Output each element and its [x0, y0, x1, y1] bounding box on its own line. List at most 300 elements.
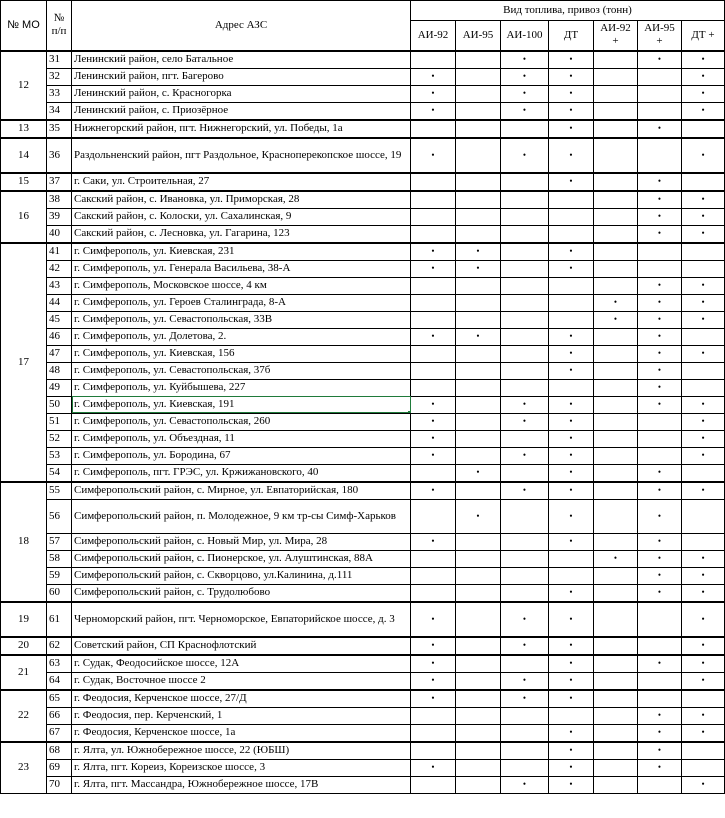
row-number-cell[interactable]: 34	[47, 102, 72, 120]
fuel-cell[interactable]	[638, 413, 682, 430]
address-cell[interactable]: г. Симферополь, ул. Севастопольская, 260	[72, 413, 411, 430]
fuel-cell[interactable]	[682, 724, 725, 742]
mo-cell[interactable]: 20	[1, 637, 47, 655]
fuel-cell[interactable]	[411, 208, 456, 225]
fuel-cell[interactable]	[549, 707, 594, 724]
fuel-cell[interactable]	[411, 68, 456, 85]
fuel-cell[interactable]	[501, 759, 549, 776]
fuel-cell[interactable]	[549, 260, 594, 277]
fuel-cell[interactable]	[594, 724, 638, 742]
fuel-cell[interactable]	[682, 707, 725, 724]
address-cell[interactable]: Ленинский район, с. Красногорка	[72, 85, 411, 102]
fuel-cell[interactable]	[501, 208, 549, 225]
fuel-cell[interactable]	[549, 345, 594, 362]
fuel-cell[interactable]	[549, 225, 594, 243]
fuel-cell[interactable]	[594, 260, 638, 277]
fuel-cell[interactable]	[638, 173, 682, 191]
fuel-cell[interactable]	[456, 120, 501, 138]
fuel-cell[interactable]	[501, 724, 549, 742]
address-cell[interactable]: г. Симферополь, ул. Объездная, 11	[72, 430, 411, 447]
fuel-cell[interactable]	[638, 584, 682, 602]
row-number-cell[interactable]: 42	[47, 260, 72, 277]
fuel-cell[interactable]	[501, 345, 549, 362]
fuel-cell[interactable]	[682, 260, 725, 277]
fuel-cell[interactable]	[594, 191, 638, 209]
address-cell[interactable]: Черноморский район, пгт. Черноморское, Евпаторийское шоссе, д. 3	[72, 602, 411, 637]
fuel-cell[interactable]	[456, 51, 501, 69]
fuel-cell[interactable]	[501, 707, 549, 724]
address-cell[interactable]: г. Ялта, ул. Южнобережное шоссе, 22 (ЮБШ)	[72, 742, 411, 760]
fuel-cell[interactable]	[638, 243, 682, 261]
fuel-cell[interactable]	[456, 102, 501, 120]
fuel-cell[interactable]	[594, 294, 638, 311]
fuel-cell[interactable]	[682, 243, 725, 261]
fuel-cell[interactable]	[682, 294, 725, 311]
fuel-cell[interactable]	[456, 707, 501, 724]
fuel-cell[interactable]	[456, 260, 501, 277]
fuel-cell[interactable]	[594, 225, 638, 243]
fuel-cell[interactable]	[638, 724, 682, 742]
fuel-cell[interactable]	[594, 413, 638, 430]
fuel-cell[interactable]	[501, 311, 549, 328]
fuel-cell[interactable]	[638, 345, 682, 362]
fuel-cell[interactable]	[594, 742, 638, 760]
fuel-cell[interactable]	[411, 533, 456, 550]
mo-cell[interactable]: 21	[1, 655, 47, 690]
fuel-cell[interactable]	[638, 120, 682, 138]
mo-cell[interactable]: 13	[1, 120, 47, 138]
fuel-cell[interactable]	[411, 724, 456, 742]
fuel-cell[interactable]	[682, 776, 725, 793]
fuel-cell[interactable]	[638, 379, 682, 396]
row-number-cell[interactable]: 55	[47, 482, 72, 500]
fuel-cell[interactable]	[501, 260, 549, 277]
address-cell[interactable]: г. Симферополь, ул. Севастопольская, 37б	[72, 362, 411, 379]
fuel-cell[interactable]	[411, 328, 456, 345]
row-number-cell[interactable]: 56	[47, 499, 72, 533]
fuel-cell[interactable]	[456, 138, 501, 173]
fuel-cell[interactable]	[594, 311, 638, 328]
mo-cell[interactable]: 22	[1, 690, 47, 742]
fuel-cell[interactable]	[456, 584, 501, 602]
fuel-cell[interactable]	[638, 776, 682, 793]
mo-cell[interactable]: 14	[1, 138, 47, 173]
fuel-cell[interactable]	[411, 690, 456, 708]
fuel-cell[interactable]	[638, 277, 682, 294]
fuel-cell[interactable]	[594, 690, 638, 708]
fuel-cell[interactable]	[411, 396, 456, 413]
fuel-cell[interactable]	[594, 208, 638, 225]
fuel-cell[interactable]	[549, 602, 594, 637]
fuel-cell[interactable]	[682, 690, 725, 708]
row-number-cell[interactable]: 40	[47, 225, 72, 243]
fuel-cell[interactable]	[411, 243, 456, 261]
address-cell[interactable]: г. Ялта, пгт. Массандра, Южнобережное шоссе, 17В	[72, 776, 411, 793]
fuel-cell[interactable]	[501, 550, 549, 567]
fuel-cell[interactable]	[456, 311, 501, 328]
fuel-cell[interactable]	[501, 68, 549, 85]
fuel-cell[interactable]	[456, 85, 501, 102]
fuel-cell[interactable]	[638, 208, 682, 225]
fuel-cell[interactable]	[501, 191, 549, 209]
fuel-cell[interactable]	[411, 120, 456, 138]
fuel-cell[interactable]	[594, 447, 638, 464]
fuel-cell[interactable]	[456, 173, 501, 191]
fuel-cell[interactable]	[638, 85, 682, 102]
fuel-cell[interactable]	[594, 138, 638, 173]
fuel-cell[interactable]	[682, 102, 725, 120]
fuel-cell[interactable]	[682, 567, 725, 584]
row-number-cell[interactable]: 50	[47, 396, 72, 413]
fuel-cell[interactable]	[682, 345, 725, 362]
address-cell[interactable]: г. Симферополь, Московское шоссе, 4 км	[72, 277, 411, 294]
fuel-cell[interactable]	[549, 776, 594, 793]
row-number-cell[interactable]: 32	[47, 68, 72, 85]
row-number-cell[interactable]: 66	[47, 707, 72, 724]
fuel-cell[interactable]	[411, 191, 456, 209]
fuel-cell[interactable]	[594, 533, 638, 550]
fuel-cell[interactable]	[682, 191, 725, 209]
fuel-cell[interactable]	[638, 362, 682, 379]
address-cell[interactable]: Сакский район, с. Лесновка, ул. Гагарина, 123	[72, 225, 411, 243]
address-cell[interactable]: г. Судак, Восточное шоссе 2	[72, 672, 411, 690]
fuel-cell[interactable]	[682, 379, 725, 396]
fuel-cell[interactable]	[411, 584, 456, 602]
row-number-cell[interactable]: 47	[47, 345, 72, 362]
row-number-cell[interactable]: 33	[47, 85, 72, 102]
fuel-cell[interactable]	[411, 759, 456, 776]
fuel-cell[interactable]	[682, 742, 725, 760]
fuel-cell[interactable]	[549, 51, 594, 69]
fuel-cell[interactable]	[682, 51, 725, 69]
fuel-cell[interactable]	[549, 328, 594, 345]
fuel-cell[interactable]	[456, 68, 501, 85]
fuel-cell[interactable]	[638, 567, 682, 584]
fuel-cell[interactable]	[549, 655, 594, 673]
fuel-cell[interactable]	[501, 225, 549, 243]
fuel-cell[interactable]	[638, 482, 682, 500]
fuel-cell[interactable]	[682, 138, 725, 173]
address-cell[interactable]: Симферопольский район, с. Скворцово, ул.Калинина, д.111	[72, 567, 411, 584]
fuel-cell[interactable]	[411, 464, 456, 482]
fuel-cell[interactable]	[456, 362, 501, 379]
fuel-cell[interactable]	[456, 243, 501, 261]
fuel-cell[interactable]	[549, 430, 594, 447]
fuel-cell[interactable]	[682, 672, 725, 690]
fuel-cell[interactable]	[638, 328, 682, 345]
fuel-cell[interactable]	[638, 550, 682, 567]
fuel-cell[interactable]	[594, 51, 638, 69]
fuel-cell[interactable]	[501, 602, 549, 637]
fuel-cell[interactable]	[594, 85, 638, 102]
fuel-cell[interactable]	[549, 102, 594, 120]
fuel-cell[interactable]	[638, 759, 682, 776]
row-number-cell[interactable]: 52	[47, 430, 72, 447]
fuel-cell[interactable]	[549, 120, 594, 138]
fuel-cell[interactable]	[638, 311, 682, 328]
fuel-cell[interactable]	[501, 690, 549, 708]
fuel-cell[interactable]	[501, 413, 549, 430]
fuel-cell[interactable]	[594, 243, 638, 261]
fuel-cell[interactable]	[456, 724, 501, 742]
address-cell[interactable]: Нижнегорский район, пгт. Нижнегорский, ул. Победы, 1а	[72, 120, 411, 138]
address-cell[interactable]: г. Феодосия, Керченское шоссе, 1а	[72, 724, 411, 742]
fuel-cell[interactable]	[549, 68, 594, 85]
fuel-cell[interactable]	[682, 68, 725, 85]
address-cell[interactable]: г. Симферополь, ул. Героев Сталинграда, 8-А	[72, 294, 411, 311]
fuel-cell[interactable]	[456, 499, 501, 533]
fuel-cell[interactable]	[501, 85, 549, 102]
address-cell[interactable]: г. Симферополь, ул. Киевская, 231	[72, 243, 411, 261]
fuel-cell[interactable]	[638, 260, 682, 277]
fuel-cell[interactable]	[682, 173, 725, 191]
fuel-cell[interactable]	[411, 225, 456, 243]
fuel-cell[interactable]	[682, 85, 725, 102]
selection-fill-handle[interactable]	[408, 411, 411, 414]
row-number-cell[interactable]: 54	[47, 464, 72, 482]
fuel-cell[interactable]	[549, 482, 594, 500]
fuel-cell[interactable]	[682, 413, 725, 430]
fuel-cell[interactable]	[411, 138, 456, 173]
fuel-cell[interactable]	[682, 328, 725, 345]
address-cell[interactable]: Симферопольский район, с. Новый Мир, ул. Мира, 28	[72, 533, 411, 550]
fuel-cell[interactable]	[501, 655, 549, 673]
fuel-cell[interactable]	[638, 637, 682, 655]
fuel-cell[interactable]	[682, 447, 725, 464]
fuel-cell[interactable]	[411, 482, 456, 500]
fuel-cell[interactable]	[682, 120, 725, 138]
address-cell[interactable]: Ленинский район, с. Приозёрное	[72, 102, 411, 120]
fuel-cell[interactable]	[501, 294, 549, 311]
address-cell[interactable]: Раздольненский район, пгт Раздольное, Красноперекопское шоссе, 19	[72, 138, 411, 173]
fuel-cell[interactable]	[594, 120, 638, 138]
fuel-cell[interactable]	[594, 277, 638, 294]
row-number-cell[interactable]: 53	[47, 447, 72, 464]
address-cell[interactable]: Ленинский район, село Батальное	[72, 51, 411, 69]
fuel-cell[interactable]	[594, 173, 638, 191]
fuel-cell[interactable]	[501, 672, 549, 690]
fuel-cell[interactable]	[456, 447, 501, 464]
row-number-cell[interactable]: 58	[47, 550, 72, 567]
fuel-cell[interactable]	[456, 430, 501, 447]
mo-cell[interactable]: 15	[1, 173, 47, 191]
row-number-cell[interactable]: 59	[47, 567, 72, 584]
address-cell[interactable]: г. Симферополь, ул. Генерала Васильева, 38-А	[72, 260, 411, 277]
address-cell[interactable]: г. Симферополь, ул. Севастопольская, 33В	[72, 311, 411, 328]
fuel-cell[interactable]	[456, 655, 501, 673]
fuel-cell[interactable]	[456, 759, 501, 776]
fuel-cell[interactable]	[501, 447, 549, 464]
row-number-cell[interactable]: 69	[47, 759, 72, 776]
fuel-cell[interactable]	[594, 672, 638, 690]
row-number-cell[interactable]: 49	[47, 379, 72, 396]
row-number-cell[interactable]: 48	[47, 362, 72, 379]
fuel-cell[interactable]	[411, 447, 456, 464]
fuel-cell[interactable]	[501, 567, 549, 584]
fuel-cell[interactable]	[411, 102, 456, 120]
fuel-cell[interactable]	[682, 464, 725, 482]
fuel-cell[interactable]	[638, 499, 682, 533]
fuel-cell[interactable]	[411, 742, 456, 760]
fuel-cell[interactable]	[594, 499, 638, 533]
fuel-cell[interactable]	[411, 655, 456, 673]
fuel-cell[interactable]	[682, 550, 725, 567]
fuel-cell[interactable]	[411, 499, 456, 533]
fuel-cell[interactable]	[456, 602, 501, 637]
fuel-cell[interactable]	[682, 759, 725, 776]
fuel-cell[interactable]	[501, 396, 549, 413]
fuel-cell[interactable]	[411, 260, 456, 277]
fuel-cell[interactable]	[501, 637, 549, 655]
fuel-cell[interactable]	[501, 243, 549, 261]
address-cell[interactable]: г. Симферополь, пгт. ГРЭС, ул. Кржижановского, 40	[72, 464, 411, 482]
row-number-cell[interactable]: 67	[47, 724, 72, 742]
fuel-cell[interactable]	[456, 328, 501, 345]
fuel-cell[interactable]	[638, 191, 682, 209]
fuel-cell[interactable]	[501, 138, 549, 173]
fuel-cell[interactable]	[411, 294, 456, 311]
row-number-cell[interactable]: 70	[47, 776, 72, 793]
address-cell[interactable]: г. Судак, Феодосийское шоссе, 12А	[72, 655, 411, 673]
row-number-cell[interactable]: 45	[47, 311, 72, 328]
row-number-cell[interactable]: 51	[47, 413, 72, 430]
row-number-cell[interactable]: 43	[47, 277, 72, 294]
fuel-cell[interactable]	[501, 430, 549, 447]
fuel-cell[interactable]	[638, 138, 682, 173]
fuel-cell[interactable]	[549, 550, 594, 567]
fuel-cell[interactable]	[549, 499, 594, 533]
fuel-cell[interactable]	[411, 602, 456, 637]
fuel-cell[interactable]	[549, 208, 594, 225]
fuel-cell[interactable]	[638, 102, 682, 120]
fuel-cell[interactable]	[456, 225, 501, 243]
address-cell[interactable]: Симферопольский район, с. Мирное, ул. Евпаторийская, 180	[72, 482, 411, 500]
fuel-cell[interactable]	[411, 173, 456, 191]
mo-cell[interactable]: 17	[1, 243, 47, 482]
fuel-cell[interactable]	[682, 208, 725, 225]
fuel-cell[interactable]	[549, 690, 594, 708]
fuel-cell[interactable]	[411, 277, 456, 294]
fuel-cell[interactable]	[456, 533, 501, 550]
fuel-cell[interactable]	[549, 173, 594, 191]
fuel-cell[interactable]	[549, 567, 594, 584]
address-cell[interactable]: Симферопольский район, п. Молодежное, 9 км тр-сы Симф-Харьков	[72, 499, 411, 533]
row-number-cell[interactable]: 37	[47, 173, 72, 191]
fuel-cell[interactable]	[411, 311, 456, 328]
address-cell[interactable]: г. Симферополь, ул. Киевская, 191	[72, 396, 411, 413]
fuel-cell[interactable]	[638, 672, 682, 690]
fuel-cell[interactable]	[638, 294, 682, 311]
fuel-cell[interactable]	[682, 533, 725, 550]
address-cell[interactable]: г. Симферополь, ул. Бородина, 67	[72, 447, 411, 464]
fuel-cell[interactable]	[501, 362, 549, 379]
fuel-cell[interactable]	[594, 379, 638, 396]
row-number-cell[interactable]: 62	[47, 637, 72, 655]
fuel-cell[interactable]	[549, 243, 594, 261]
fuel-cell[interactable]	[456, 294, 501, 311]
fuel-cell[interactable]	[501, 742, 549, 760]
fuel-cell[interactable]	[638, 602, 682, 637]
fuel-cell[interactable]	[411, 707, 456, 724]
fuel-cell[interactable]	[456, 345, 501, 362]
fuel-cell[interactable]	[411, 776, 456, 793]
fuel-cell[interactable]	[456, 672, 501, 690]
address-cell[interactable]: Ленинский район, пгт. Багерово	[72, 68, 411, 85]
fuel-cell[interactable]	[594, 430, 638, 447]
fuel-cell[interactable]	[501, 776, 549, 793]
mo-cell[interactable]: 19	[1, 602, 47, 637]
fuel-cell[interactable]	[411, 413, 456, 430]
fuel-cell[interactable]	[682, 499, 725, 533]
fuel-cell[interactable]	[549, 759, 594, 776]
fuel-cell[interactable]	[501, 533, 549, 550]
fuel-cell[interactable]	[549, 533, 594, 550]
fuel-cell[interactable]	[501, 120, 549, 138]
fuel-cell[interactable]	[638, 225, 682, 243]
fuel-cell[interactable]	[638, 68, 682, 85]
row-number-cell[interactable]: 44	[47, 294, 72, 311]
fuel-cell[interactable]	[594, 637, 638, 655]
address-cell[interactable]: г. Симферополь, ул. Куйбышева, 227	[72, 379, 411, 396]
fuel-cell[interactable]	[594, 602, 638, 637]
fuel-cell[interactable]	[501, 464, 549, 482]
fuel-cell[interactable]	[594, 776, 638, 793]
fuel-cell[interactable]	[638, 396, 682, 413]
fuel-cell[interactable]	[594, 396, 638, 413]
fuel-cell[interactable]	[549, 724, 594, 742]
fuel-cell[interactable]	[456, 208, 501, 225]
mo-cell[interactable]: 12	[1, 51, 47, 120]
mo-cell[interactable]: 18	[1, 482, 47, 602]
fuel-cell[interactable]	[411, 379, 456, 396]
address-cell[interactable]: г. Ялта, пгт. Кореиз, Кореизское шоссе, 3	[72, 759, 411, 776]
fuel-cell[interactable]	[549, 672, 594, 690]
fuel-cell[interactable]	[638, 742, 682, 760]
fuel-cell[interactable]	[456, 396, 501, 413]
address-cell[interactable]: Советский район, СП Краснофлотский	[72, 637, 411, 655]
fuel-cell[interactable]	[456, 482, 501, 500]
fuel-cell[interactable]	[549, 413, 594, 430]
fuel-cell[interactable]	[501, 482, 549, 500]
row-number-cell[interactable]: 63	[47, 655, 72, 673]
fuel-cell[interactable]	[594, 482, 638, 500]
fuel-cell[interactable]	[549, 464, 594, 482]
fuel-cell[interactable]	[501, 102, 549, 120]
fuel-cell[interactable]	[501, 328, 549, 345]
fuel-cell[interactable]	[501, 584, 549, 602]
fuel-cell[interactable]	[594, 759, 638, 776]
fuel-cell[interactable]	[456, 413, 501, 430]
fuel-cell[interactable]	[501, 277, 549, 294]
fuel-cell[interactable]	[456, 191, 501, 209]
row-number-cell[interactable]: 38	[47, 191, 72, 209]
fuel-cell[interactable]	[682, 225, 725, 243]
fuel-cell[interactable]	[682, 602, 725, 637]
fuel-cell[interactable]	[549, 396, 594, 413]
fuel-cell[interactable]	[549, 362, 594, 379]
fuel-cell[interactable]	[411, 550, 456, 567]
fuel-cell[interactable]	[549, 742, 594, 760]
row-number-cell[interactable]: 68	[47, 742, 72, 760]
fuel-cell[interactable]	[594, 655, 638, 673]
fuel-cell[interactable]	[594, 328, 638, 345]
fuel-cell[interactable]	[411, 672, 456, 690]
mo-cell[interactable]: 23	[1, 742, 47, 794]
fuel-cell[interactable]	[549, 584, 594, 602]
fuel-cell[interactable]	[638, 51, 682, 69]
fuel-cell[interactable]	[411, 345, 456, 362]
fuel-cell[interactable]	[638, 655, 682, 673]
